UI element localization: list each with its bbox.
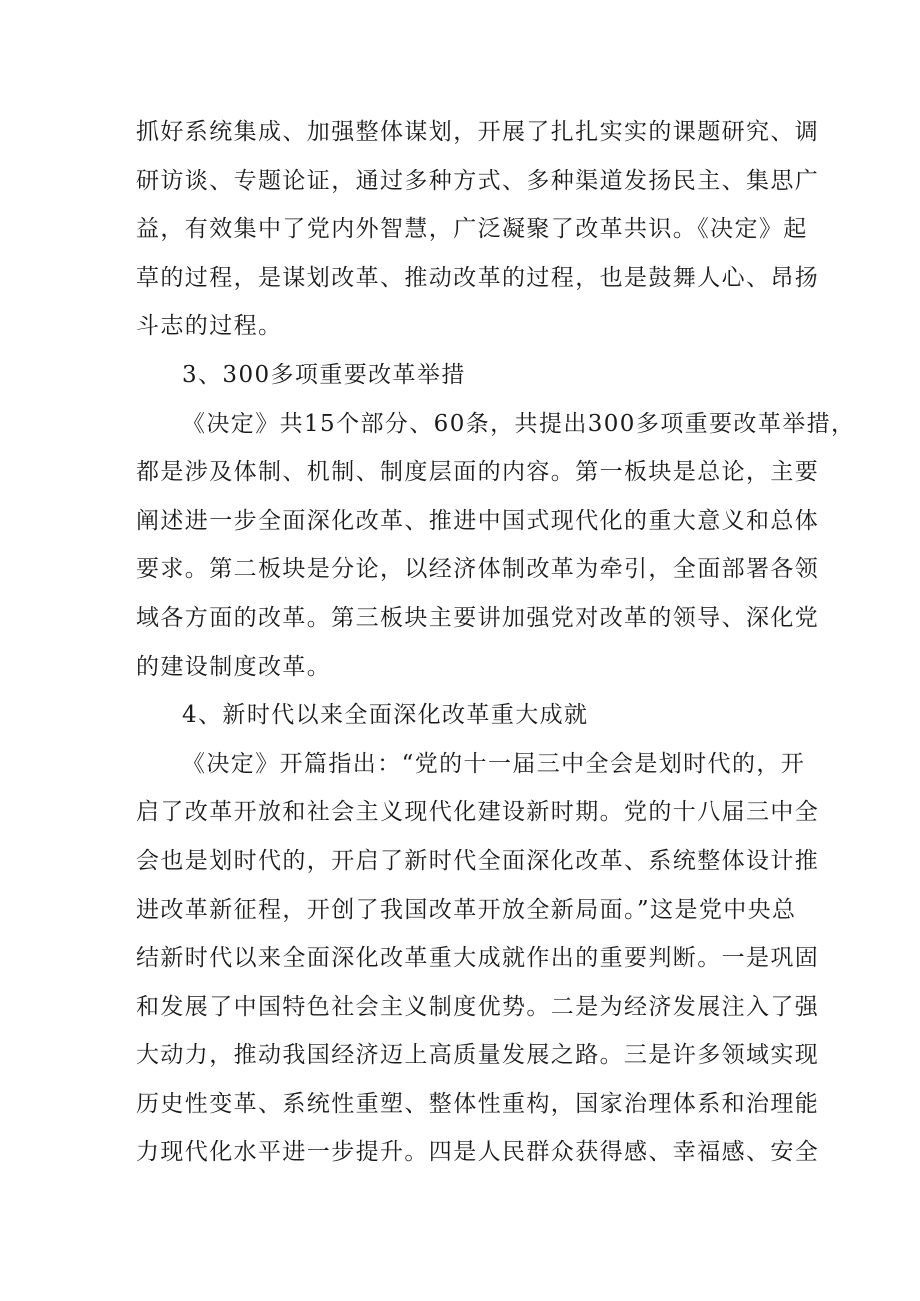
text-line: 域各方面的改革。第三板块主要讲加强党对改革的领导、深化党 [136,604,820,631]
text-line: 《决定》共15个部分、60条，共提出300多项重要改革举措， [182,410,856,437]
text-line: 研访谈、专题论证，通过多种方式、多种渠道发扬民主、集思广 [136,167,820,194]
text-line: 进改革新征程，开创了我国改革开放全新局面。”这是党中央总 [136,896,797,923]
text-line: 结新时代以来全面深化改革重大成就作出的重要判断。一是巩固 [136,945,820,972]
text-line: 历史性变革、系统性重塑、整体性重构，国家治理体系和治理能 [136,1090,820,1117]
text-line: 要求。第二板块是分论，以经济体制改革为牵引，全面部署各领 [136,556,820,583]
text-line: 抓好系统集成、加强整体谋划，开展了扎扎实实的课题研究、调 [136,119,820,145]
text-line: 的建设制度改革。 [136,653,332,680]
section-heading: 4、新时代以来全面深化改革重大成就 [182,702,589,729]
text-line: 力现代化水平进一步提升。四是人民群众获得感、幸福感、安全 [136,1139,820,1166]
text-line: 和发展了中国特色社会主义制度优势。二是为经济发展注入了强 [136,993,820,1020]
text-line: 草的过程，是谋划改革、推动改革的过程，也是鼓舞人心、昂扬 [136,264,820,291]
text-line: 益，有效集中了党内外智慧，广泛凝聚了改革共识。《决定》起 [136,216,808,243]
text-line: 大动力，推动我国经济迈上高质量发展之路。三是许多领域实现 [136,1042,820,1069]
text-line: 会也是划时代的，开启了新时代全面深化改革、系统整体设计推 [136,847,820,874]
document-body [136,108,856,1177]
text-line: 阐述进一步全面深化改革、推进中国式现代化的重大意义和总体 [136,507,820,534]
text-line: 启了改革开放和社会主义现代化建设新时期。党的十八届三中全 [136,799,820,826]
text-line: 都是涉及体制、机制、制度层面的内容。第一板块是总论，主要 [136,459,820,486]
text-line: 《决定》开篇指出：“党的十一届三中全会是划时代的，开 [182,750,806,777]
text-line: 斗志的过程。 [136,313,283,340]
section-heading: 3、300多项重要改革举措 [182,361,466,388]
